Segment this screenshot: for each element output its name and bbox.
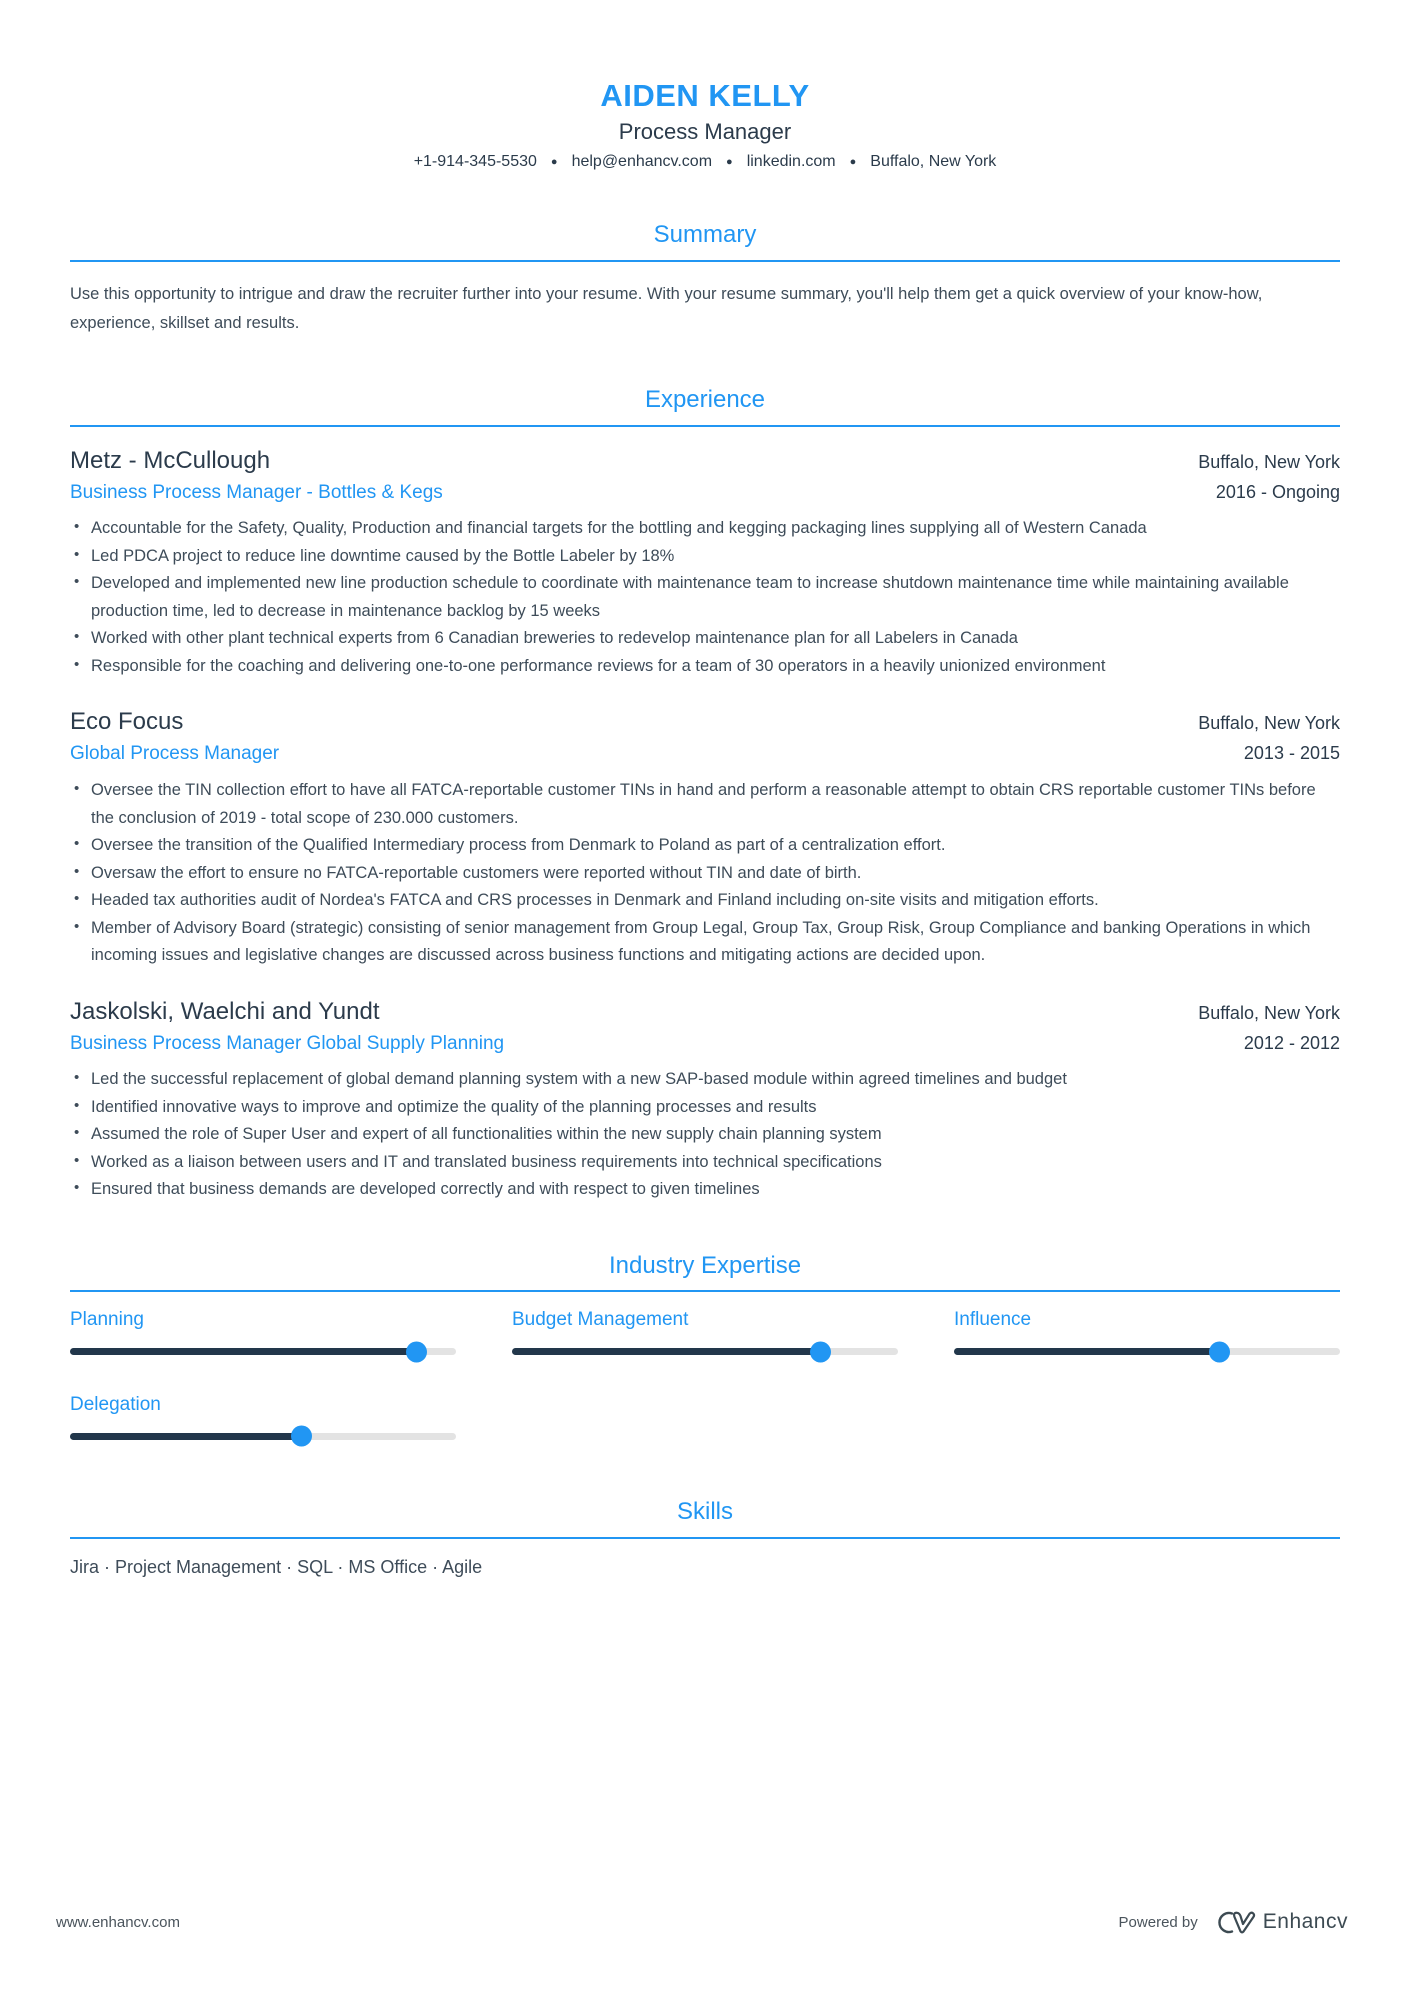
slider-handle[interactable]: [1209, 1341, 1230, 1362]
job-role: Global Process Manager: [70, 743, 280, 765]
job-location: Buffalo, New York: [1198, 1002, 1340, 1023]
experience-entry: [70, 446, 1340, 681]
expertise-slider[interactable]: [70, 1348, 456, 1355]
expertise-label: Delegation: [70, 1394, 161, 1416]
job-bullet: • Oversee the transition of the Qualified Intermediary process from Denmark to Poland as part of a centralization effort.: [70, 832, 1340, 860]
experience-entry: [70, 997, 1340, 1204]
dot-separator-icon: ●: [726, 156, 733, 169]
job-bullet: • Assumed the role of Super User and expert of all functionalities within the new supply chain planning system: [70, 1121, 1340, 1149]
job-bullet: • Oversaw the effort to ensure no FATCA-reportable customers were reported without TIN and date of birth.: [70, 860, 1340, 888]
skills-heading: Skills: [70, 1498, 1340, 1539]
expertise-item: [70, 1308, 456, 1355]
expertise-label: Planning: [70, 1309, 144, 1331]
section-experience: [70, 386, 1340, 1204]
job-dates: 2012 - 2012: [1243, 1032, 1340, 1053]
company-name: Jaskolski, Waelchi and Yundt: [70, 997, 380, 1025]
summary-heading: Summary: [70, 221, 1340, 262]
job-bullet-list: [70, 1066, 1340, 1204]
job-bullet: • Oversee the TIN collection effort to have all FATCA-reportable customer TINs in hand and perform a reasonable attempt to obtain CRS reportable customer TINs before the conclusion of 2019 - total scope of 230.000 customers.: [70, 777, 1340, 832]
dot-separator-icon: ●: [550, 156, 558, 169]
expertise-item: [512, 1308, 898, 1355]
slider-fill: [70, 1348, 417, 1355]
experience-heading: Experience: [70, 386, 1340, 427]
resume-header: [70, 78, 1340, 173]
job-bullet-list: [70, 777, 1340, 970]
dot-separator-icon: ●: [849, 156, 857, 169]
contact-row: [70, 152, 1340, 173]
contact-phone: +1-914-345-5530: [413, 153, 537, 171]
footer-website-link[interactable]: www.enhancv.com: [56, 1913, 180, 1931]
expertise-slider[interactable]: [512, 1348, 898, 1355]
experience-entry: [70, 707, 1340, 969]
slider-fill: [954, 1348, 1220, 1355]
contact-email[interactable]: help@enhancv.com: [571, 153, 713, 171]
expertise-slider[interactable]: [70, 1433, 456, 1440]
job-dates: 2016 - Ongoing: [1215, 481, 1340, 502]
company-name: Metz - McCullough: [70, 446, 271, 474]
slider-handle[interactable]: [406, 1341, 427, 1362]
slider-fill: [512, 1348, 821, 1355]
job-dates: 2013 - 2015: [1243, 743, 1340, 764]
contact-location: Buffalo, New York: [870, 153, 997, 171]
job-bullet: • Developed and implemented new line production schedule to coordinate with maintenance team to increase shutdown maintenance time while maintaining available production time, led to decrease in maintenance backlog by 15 weeks: [70, 570, 1340, 625]
job-role: Business Process Manager Global Supply Planning: [70, 1032, 505, 1054]
expertise-label: Budget Management: [512, 1309, 689, 1331]
candidate-title: Process Manager: [618, 118, 792, 144]
job-bullet: • Worked with other plant technical experts from 6 Canadian breweries to redevelop maintenance plan for all Labelers in Canada: [70, 625, 1340, 653]
job-bullet: • Responsible for the coaching and delivering one-to-one performance reviews for a team of 30 operators in a heavily unionized environment: [70, 653, 1340, 681]
enhancv-logo-icon: [1210, 1907, 1256, 1937]
powered-by-block[interactable]: [1119, 1907, 1348, 1937]
section-industry-expertise: [70, 1252, 1340, 1440]
job-location: Buffalo, New York: [1198, 451, 1340, 472]
job-bullet-list: [70, 515, 1340, 680]
company-name: Eco Focus: [70, 708, 184, 736]
expertise-label: Influence: [954, 1309, 1032, 1331]
powered-by-label: Powered by: [1118, 1913, 1198, 1931]
skills-list: Jira · Project Management · SQL · MS Office · Agile: [70, 1556, 483, 1577]
job-role: Business Process Manager - Bottles & Kegs: [70, 481, 443, 503]
job-bullet: • Accountable for the Safety, Quality, Production and financial targets for the bottling and kegging packaging lines supplying all of Western Canada: [70, 515, 1340, 543]
slider-handle[interactable]: [291, 1426, 312, 1447]
job-bullet: • Member of Advisory Board (strategic) consisting of senior management from Group Legal, Group Tax, Group Risk, Group Compliance and banking Operations in which incoming issues and legislative changes are discussed across business functions and mitigating actions are decided upon.: [70, 915, 1340, 970]
job-location: Buffalo, New York: [1198, 713, 1340, 734]
expertise-item: [954, 1308, 1340, 1355]
section-summary: [70, 221, 1340, 338]
expertise-grid: [70, 1308, 1340, 1439]
slider-handle[interactable]: [810, 1341, 831, 1362]
page-footer: [56, 1907, 1348, 1937]
job-bullet: • Worked as a liaison between users and IT and translated business requirements into technical specifications: [70, 1149, 1340, 1177]
brand-name: Enhancv: [1262, 1910, 1348, 1933]
job-bullet: • Led the successful replacement of global demand planning system with a new SAP-based module within agreed timelines and budget: [70, 1066, 1340, 1094]
expertise-item: [70, 1393, 456, 1440]
job-bullet: • Headed tax authorities audit of Nordea's FATCA and CRS processes in Denmark and Finland including on-site visits and mitigation efforts.: [70, 887, 1340, 915]
contact-linkedin[interactable]: linkedin.com: [746, 153, 836, 171]
summary-text: Use this opportunity to intrigue and draw the recruiter further into your resume. With your resume summary, you'll help them get a quick overview of your know-how, experience, skillset and results.: [70, 284, 1263, 332]
section-skills: [70, 1498, 1340, 1580]
job-bullet: • Ensured that business demands are developed correctly and with respect to given timelines: [70, 1176, 1340, 1204]
candidate-name: AIDEN KELLY: [600, 78, 810, 113]
slider-fill: [70, 1433, 302, 1440]
industry-expertise-heading: Industry Expertise: [70, 1252, 1340, 1293]
expertise-slider[interactable]: [954, 1348, 1340, 1355]
job-bullet: • Led PDCA project to reduce line downtime caused by the Bottle Labeler by 18%: [70, 543, 1340, 571]
job-bullet: • Identified innovative ways to improve and optimize the quality of the planning processes and results: [70, 1094, 1340, 1122]
